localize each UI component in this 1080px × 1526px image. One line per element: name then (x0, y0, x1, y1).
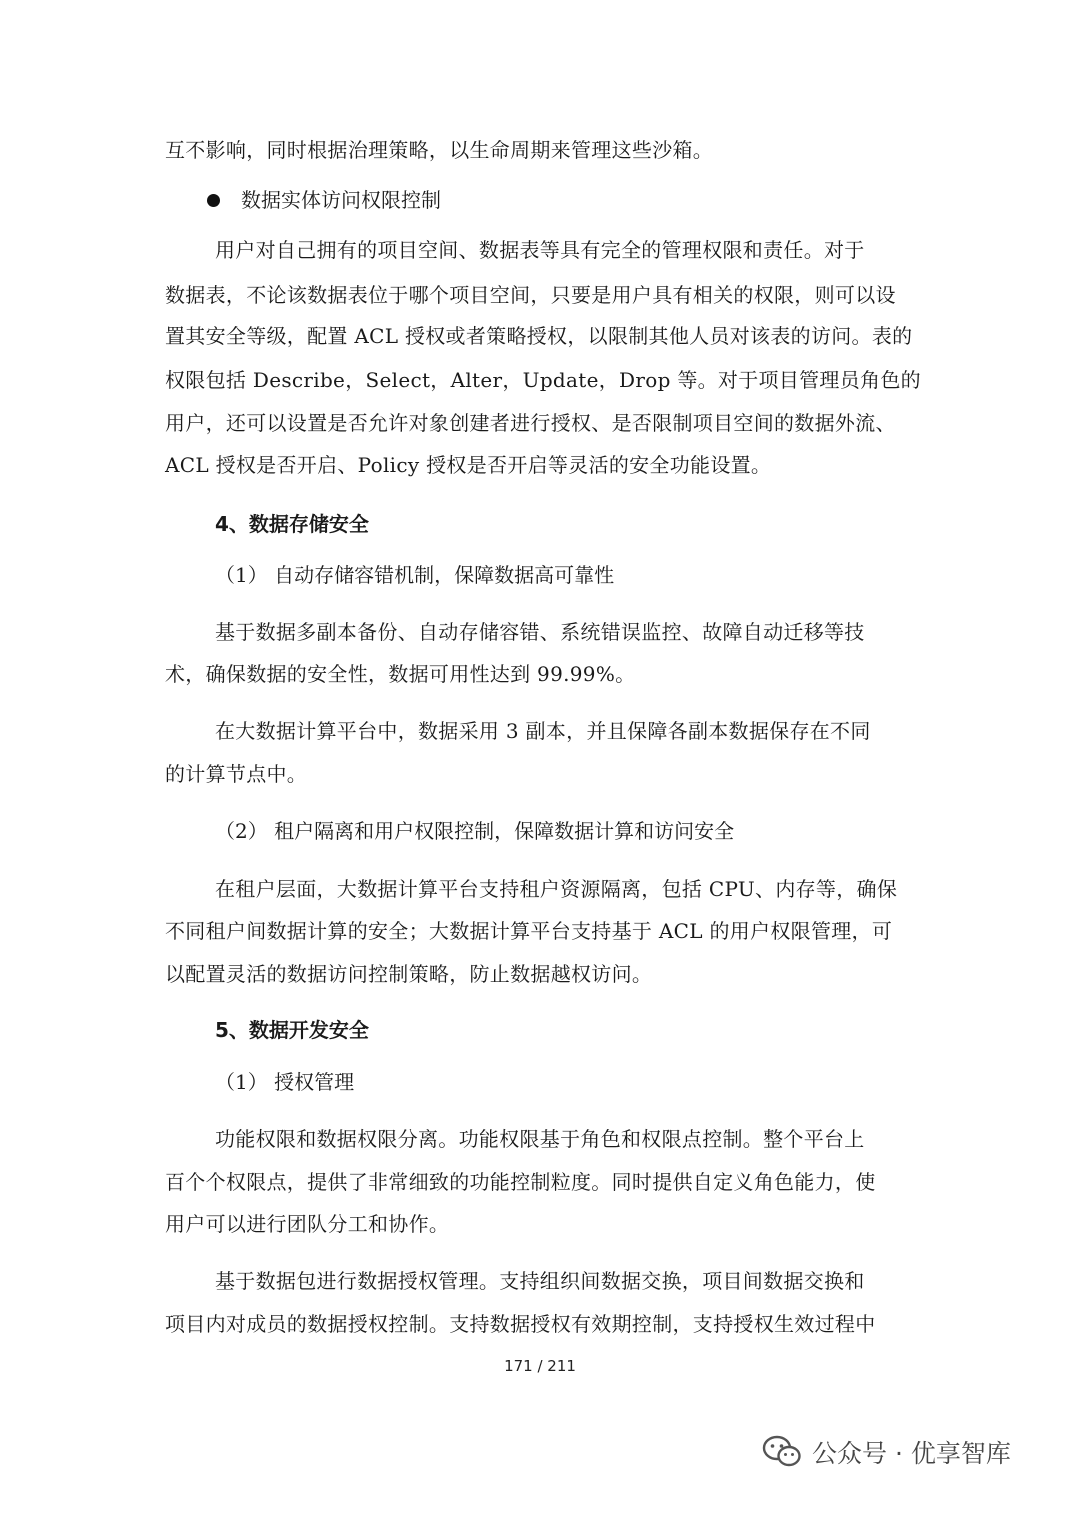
paragraph-line: 在大数据计算平台中，数据采用 3 副本，并且保障各副本数据保存在不同 (215, 719, 871, 743)
paragraph-line: 用户可以进行团队分工和协作。 (165, 1212, 450, 1236)
subsection-title: （1） 自动存储容错机制，保障数据高可靠性 (215, 563, 615, 587)
paragraph-line: 百个个权限点，提供了非常细致的功能控制粒度。同时提供自定义角色能力，使 (165, 1170, 876, 1194)
paragraph-line: 用户，还可以设置是否允许对象创建者进行授权、是否限制项目空间的数据外流、 (165, 411, 896, 435)
paragraph-line: 权限包括 Describe，Select，Alter，Update，Drop 等。对于项目管理员角色的 (165, 368, 921, 392)
paragraph-line: 数据表，不论该数据表位于哪个项目空间，只要是用户具有相关的权限，则可以设 (165, 283, 896, 307)
bullet-dot-icon (207, 194, 220, 207)
watermark (762, 1432, 1011, 1472)
bullet-item (207, 186, 441, 214)
paragraph-line: 互不影响，同时根据治理策略，以生命周期来管理这些沙箱。 (165, 138, 714, 162)
paragraph-line: 用户对自己拥有的项目空间、数据表等具有完全的管理权限和责任。对于 (215, 238, 865, 262)
paragraph-line: 术，确保数据的安全性，数据可用性达到 99.99%。 (165, 662, 636, 686)
watermark-text: 公众号 · 优享智库 (812, 1439, 1011, 1468)
section-heading: 4、数据存储安全 (215, 512, 369, 536)
paragraph-line: 在租户层面，大数据计算平台支持租户资源隔离，包括 CPU、内存等，确保 (215, 877, 898, 901)
paragraph-line: ACL 授权是否开启、Policy 授权是否开启等灵活的安全功能设置。 (165, 453, 772, 477)
subsection-title: （2） 租户隔离和用户权限控制，保障数据计算和访问安全 (215, 819, 735, 843)
paragraph-line: 基于数据包进行数据授权管理。支持组织间数据交换，项目间数据交换和 (215, 1269, 865, 1293)
subsection-title: （1） 授权管理 (215, 1070, 355, 1094)
section-heading: 5、数据开发安全 (215, 1018, 369, 1042)
paragraph-line: 功能权限和数据权限分离。功能权限基于角色和权限点控制。整个平台上 (215, 1127, 865, 1151)
paragraph-line: 置其安全等级，配置 ACL 授权或者策略授权，以限制其他人员对该表的访问。表的 (165, 324, 913, 348)
paragraph-line: 以配置灵活的数据访问控制策略，防止数据越权访问。 (165, 962, 653, 986)
paragraph-line: 的计算节点中。 (165, 762, 308, 786)
bullet-title: 数据实体访问权限控制 (241, 188, 441, 212)
page-number: 171 / 211 (504, 1357, 576, 1375)
paragraph-line: 项目内对成员的数据授权控制。支持数据授权有效期控制，支持授权生效过程中 (165, 1312, 876, 1336)
paragraph-line: 不同租户间数据计算的安全；大数据计算平台支持基于 ACL 的用户权限管理，可 (165, 919, 893, 943)
paragraph-line: 基于数据多副本备份、自动存储容错、系统错误监控、故障自动迁移等技 (215, 620, 865, 644)
wechat-icon (762, 1435, 802, 1469)
